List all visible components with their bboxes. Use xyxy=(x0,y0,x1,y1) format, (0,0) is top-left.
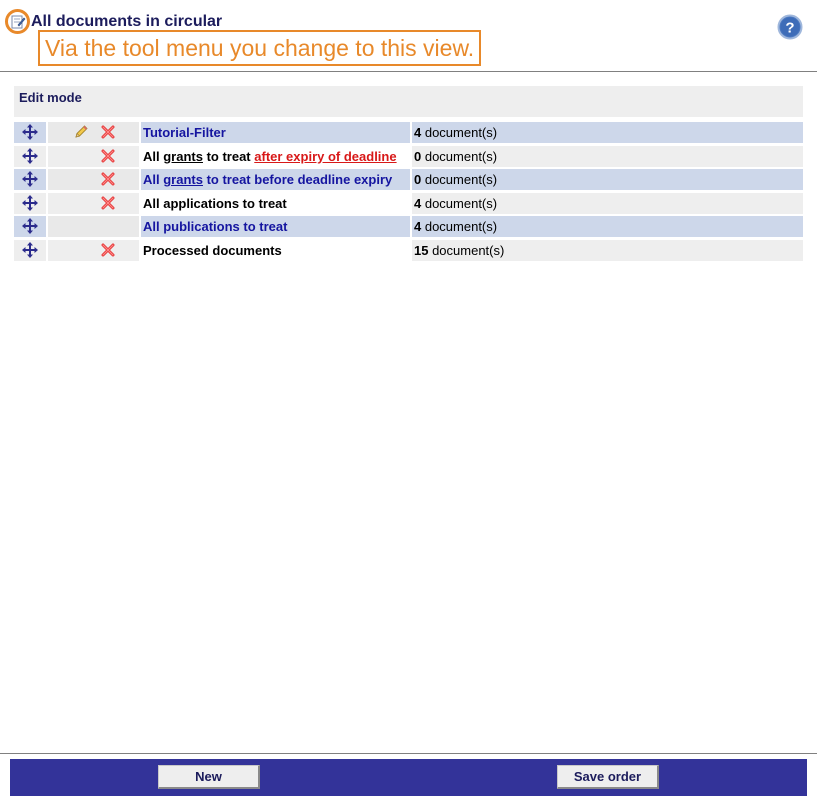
document-count xyxy=(412,169,803,190)
move-handle-cell[interactable] xyxy=(14,122,46,143)
row-actions xyxy=(48,122,139,143)
count-suffix: document(s) xyxy=(421,195,498,211)
document-count xyxy=(412,146,803,167)
count-suffix: document(s) xyxy=(421,125,498,140)
tooltip-callout: Via the tool menu you change to this view. xyxy=(38,30,481,66)
filter-name-text: to treat before deadline expiry xyxy=(202,172,393,188)
delete-icon[interactable] xyxy=(101,125,115,139)
count-suffix: document(s) xyxy=(421,148,498,164)
tool-icon xyxy=(10,14,26,30)
filter-name-link[interactable] xyxy=(141,122,410,143)
footer-toolbar xyxy=(10,759,807,796)
count-suffix: document(s) xyxy=(421,172,498,188)
list-item xyxy=(14,146,803,167)
move-icon[interactable] xyxy=(22,218,38,234)
footer-divider xyxy=(0,753,817,754)
edit-mode-bar xyxy=(14,86,803,117)
filter-name-text: Processed documents xyxy=(143,242,282,258)
move-handle-cell[interactable] xyxy=(14,216,46,237)
filter-name-text: Tutorial-Filter xyxy=(143,125,226,140)
row-actions xyxy=(48,193,139,214)
filter-name-link[interactable] xyxy=(141,146,410,167)
edit-mode-label: Edit mode xyxy=(19,90,82,105)
move-icon[interactable] xyxy=(22,171,38,187)
filter-name-link[interactable] xyxy=(141,240,410,261)
save-order-button[interactable]: Save order xyxy=(557,765,659,789)
document-count xyxy=(412,122,803,143)
filter-name-link[interactable] xyxy=(141,193,410,214)
filter-name-link[interactable] xyxy=(141,216,410,237)
new-button[interactable]: New xyxy=(158,765,260,789)
move-handle-cell[interactable] xyxy=(14,169,46,190)
help-icon[interactable] xyxy=(777,14,803,40)
row-actions xyxy=(48,146,139,167)
row-actions xyxy=(48,216,139,237)
deadline-text[interactable]: after expiry of deadline xyxy=(254,148,397,164)
move-icon[interactable] xyxy=(22,195,38,211)
count-value: 4 xyxy=(414,219,422,235)
page-title: All documents in circular xyxy=(31,13,223,30)
delete-icon[interactable] xyxy=(101,243,115,257)
move-handle-cell[interactable] xyxy=(14,193,46,214)
filter-name-text: All xyxy=(143,172,164,188)
pencil-icon[interactable] xyxy=(73,124,89,140)
filter-name-link[interactable] xyxy=(141,169,410,190)
count-value: 0 xyxy=(414,148,422,164)
list-item xyxy=(14,169,803,190)
list-item xyxy=(14,240,803,261)
count-suffix: document(s) xyxy=(428,242,505,258)
document-count xyxy=(412,216,803,237)
move-handle-cell[interactable] xyxy=(14,240,46,261)
tool-menu-button[interactable] xyxy=(5,9,30,34)
header-divider xyxy=(0,71,817,72)
row-actions xyxy=(48,169,139,190)
grants-link[interactable]: grants xyxy=(163,172,203,188)
move-icon[interactable] xyxy=(22,124,38,140)
count-value: 0 xyxy=(414,172,422,188)
move-icon[interactable] xyxy=(22,148,38,164)
list-item xyxy=(14,216,803,237)
grants-link[interactable]: grants xyxy=(163,148,203,164)
delete-icon[interactable] xyxy=(101,172,115,186)
list-item xyxy=(14,122,803,143)
count-value: 15 xyxy=(414,242,429,258)
move-handle-cell[interactable] xyxy=(14,146,46,167)
filter-name-text: to treat xyxy=(202,148,255,164)
list-item xyxy=(14,193,803,214)
delete-icon[interactable] xyxy=(101,196,115,210)
delete-icon[interactable] xyxy=(101,149,115,163)
document-count xyxy=(412,193,803,214)
count-suffix: document(s) xyxy=(421,219,498,235)
count-value: 4 xyxy=(414,195,422,211)
page-header xyxy=(0,0,820,72)
filter-name-text: All applications to treat xyxy=(143,195,287,211)
help-glyph: ? xyxy=(785,19,795,37)
filter-name-text: All xyxy=(143,148,164,164)
row-actions xyxy=(48,240,139,261)
count-value: 4 xyxy=(414,125,422,140)
move-icon[interactable] xyxy=(22,242,38,258)
filter-list xyxy=(14,122,803,264)
filter-name-text: All publications to treat xyxy=(143,219,288,235)
document-count xyxy=(412,240,803,261)
